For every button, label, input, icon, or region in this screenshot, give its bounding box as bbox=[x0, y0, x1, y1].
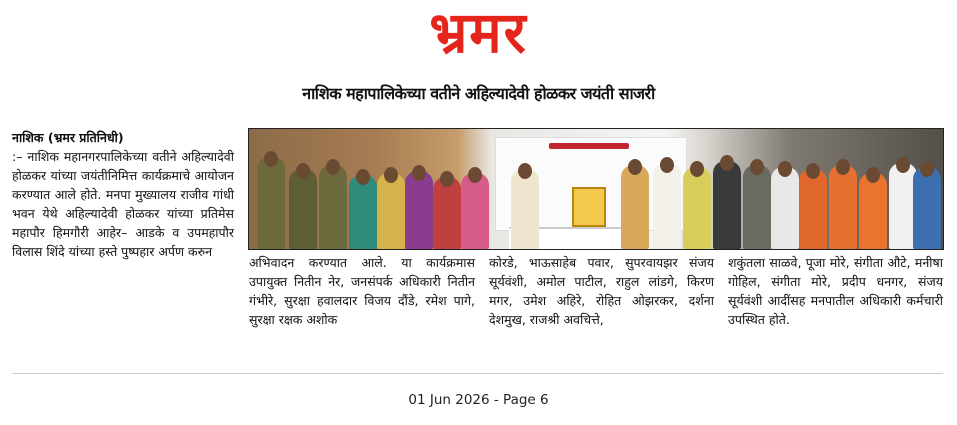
article-column-2: अभिवादन करण्यात आले. या कार्यक्रमास उपायुक्त नितीन नेर, जनसंपर्क अधिकारी नितीन गंभीरे, सुरक्षा हवालदार विजय दौंडे, रमेश पागे, सुरक्षा रक्षक अशोक bbox=[249, 255, 475, 327]
article-photo bbox=[248, 128, 944, 250]
page-footer: 01 Jun 2026 - Page 6 bbox=[408, 392, 549, 408]
photo-portrait-frame bbox=[572, 187, 606, 227]
article-byline: नाशिक (भ्रमर प्रतिनिधी) bbox=[12, 130, 124, 145]
article-column-4: शकुंतला साळवे, पूजा मोरे, संगीता औटे, मनीषा गोहिल, संगीता मोरे, प्रदीप धनगर, संजय सूर्यवंशी आदींसह मनपातील अधिकारी कर्मचारी उपस्थित होते. bbox=[728, 255, 943, 327]
article-headline: नाशिक महापालिकेच्या वतीने अहिल्यादेवी होळकर जयंती साजरी bbox=[302, 84, 655, 103]
article-column-3: कोरडे, भाऊसाहेब पवार, सुपरवायझर संजय सूर्यवंशी, अमोल पाटील, राहुल लांडगे, किरण मगर, उमेश अहिरे, रोहित ओझरकर, दर्शना देशमुख, राजश्री अवचित्ते, bbox=[489, 255, 714, 327]
footer-divider bbox=[12, 373, 943, 374]
newspaper-logo: भ्रमर bbox=[429, 0, 528, 66]
article-column-1-text: :– नाशिक महानगरपालिकेच्या वतीने अहिल्यादेवी होळकर यांच्या जयंतीनिमित्त कार्यक्रमाचे आयोजन करण्यात आले होते. मनपा मुख्यालय राजीव गांधी भवन येथे अहिल्यादेवी होळकर यांच्या प्रतिमेस महापौर हिमगौरी आहेर– आडके व उपमहापौर विलास शिंदे यांच्या हस्ते पुष्पहार अर्पण करुन bbox=[12, 149, 234, 259]
photo-banner-text bbox=[549, 143, 629, 149]
article-column-1 bbox=[12, 128, 234, 261]
masthead bbox=[0, 0, 957, 66]
